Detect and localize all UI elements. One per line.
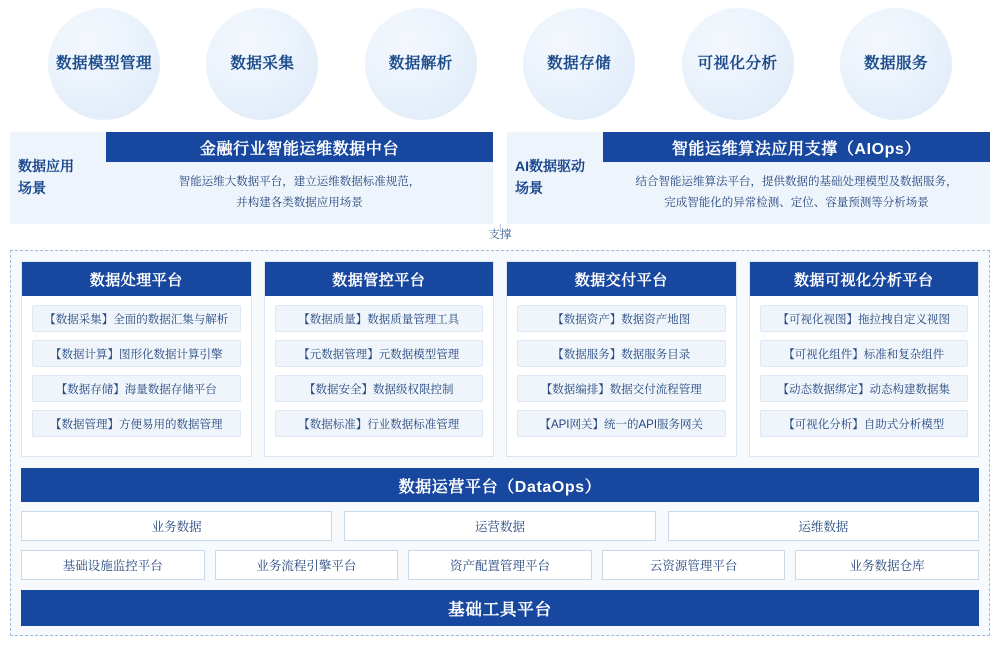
scenario-label-line2: 场景	[18, 180, 46, 196]
scenario-body-ai-data-driven	[603, 132, 990, 224]
list-item[interactable]: 【数据计算】图形化数据计算引擎	[32, 340, 241, 367]
platform-card-items	[750, 296, 979, 456]
platform-card-items	[22, 296, 251, 456]
platform-card-items	[507, 296, 736, 456]
capability-bubbles	[0, 8, 1000, 120]
dataops-platform-title: 数据运营平台（DataOps）	[21, 468, 979, 502]
source-platform-business-process-engine[interactable]: 业务流程引擎平台	[215, 550, 399, 580]
platform-cards	[21, 261, 979, 457]
list-item[interactable]: 【数据服务】数据服务目录	[517, 340, 726, 367]
bubble-label: 数据服务	[863, 54, 928, 72]
source-platform-cloud-resource-management[interactable]: 云资源管理平台	[602, 550, 786, 580]
list-item[interactable]: 【可视化分析】自助式分析模型	[760, 410, 969, 437]
platform-card-data-visual-analysis	[749, 261, 980, 457]
list-item[interactable]: 【数据资产】数据资产地图	[517, 305, 726, 332]
list-item[interactable]: 【API网关】统一的API服务网关	[517, 410, 726, 437]
list-item[interactable]: 【数据安全】数据级权限控制	[275, 375, 484, 402]
list-item[interactable]: 【数据编排】数据交付流程管理	[517, 375, 726, 402]
platform-card-data-governance	[264, 261, 495, 457]
bubble-label: 数据存储	[547, 54, 612, 72]
scenario-label-ai-data-driven	[507, 132, 603, 224]
list-item[interactable]: 【元数据管理】元数据模型管理	[275, 340, 484, 367]
scenario-label-line2: 场景	[515, 180, 543, 196]
platform-card-title: 数据可视化分析平台	[750, 262, 979, 296]
scenario-desc-line2: 完成智能化的异常检测、定位、容量预测等分析场景	[664, 197, 929, 209]
scenario-ai-data-driven	[507, 132, 990, 224]
dataops-source-platforms	[21, 550, 979, 580]
scenario-body-data-application	[106, 132, 493, 224]
bubble-data-collection[interactable]	[206, 8, 318, 120]
bubble-visual-analysis[interactable]	[682, 8, 794, 120]
list-item[interactable]: 【数据存储】海量数据存储平台	[32, 375, 241, 402]
source-platform-business-data-warehouse[interactable]: 业务数据仓库	[795, 550, 979, 580]
scenario-data-application	[10, 132, 493, 224]
scenario-label-line1: 数据应用	[18, 158, 74, 175]
scenario-row	[10, 132, 990, 224]
list-item[interactable]: 【可视化组件】标准和复杂组件	[760, 340, 969, 367]
support-connector-label: 支撑	[488, 229, 512, 241]
list-item[interactable]: 【数据采集】全面的数据汇集与解析	[32, 305, 241, 332]
scenario-label-line1: AI数据驱动	[515, 158, 585, 175]
list-item[interactable]: 【数据标准】行业数据标准管理	[275, 410, 484, 437]
platform-card-title: 数据管控平台	[265, 262, 494, 296]
platform-card-data-delivery	[506, 261, 737, 457]
dataops-data-domains	[21, 511, 979, 541]
bubble-data-parsing[interactable]	[365, 8, 477, 120]
bubble-label: 数据模型管理	[55, 54, 152, 72]
platform-card-title: 数据交付平台	[507, 262, 736, 296]
list-item[interactable]: 【数据管理】方便易用的数据管理	[32, 410, 241, 437]
bubble-data-service[interactable]	[840, 8, 952, 120]
platform-card-data-processing	[21, 261, 252, 457]
scenario-description	[603, 162, 990, 224]
source-platform-asset-config-management[interactable]: 资产配置管理平台	[408, 550, 592, 580]
scenario-desc-line1: 结合智能运维算法平台，提供数据的基础处理模型及数据服务，	[635, 175, 958, 188]
bubble-data-model-management[interactable]	[48, 8, 160, 120]
list-item[interactable]: 【数据质量】数据质量管理工具	[275, 305, 484, 332]
bubble-label: 数据解析	[388, 54, 453, 72]
list-item[interactable]: 【可视化视图】拖拉拽自定义视图	[760, 305, 969, 332]
base-tool-platform-title: 基础工具平台	[21, 590, 979, 626]
platform-container	[10, 250, 990, 636]
data-domain-business[interactable]: 业务数据	[21, 511, 332, 541]
scenario-title-aiops-algorithm-support: 智能运维算法应用支撑（AIOps）	[603, 132, 990, 162]
bubble-label: 数据采集	[230, 54, 295, 72]
data-domain-operations[interactable]: 运营数据	[344, 511, 655, 541]
scenario-title-fintech-ops-data-platform: 金融行业智能运维数据中台	[106, 132, 493, 162]
platform-card-title: 数据处理平台	[22, 262, 251, 296]
source-platform-infrastructure-monitoring[interactable]: 基础设施监控平台	[21, 550, 205, 580]
list-item[interactable]: 【动态数据绑定】动态构建数据集	[760, 375, 969, 402]
scenario-description	[106, 162, 493, 224]
bubble-label: 可视化分析	[697, 54, 778, 72]
platform-card-items	[265, 296, 494, 456]
scenario-label-data-application	[10, 132, 106, 224]
bubble-data-storage[interactable]	[523, 8, 635, 120]
data-domain-maintenance[interactable]: 运维数据	[668, 511, 979, 541]
scenario-desc-line2: 并构建各类数据应用场景	[236, 197, 363, 209]
scenario-desc-line1: 智能运维大数据平台，建立运维数据标准规范，	[178, 175, 421, 188]
